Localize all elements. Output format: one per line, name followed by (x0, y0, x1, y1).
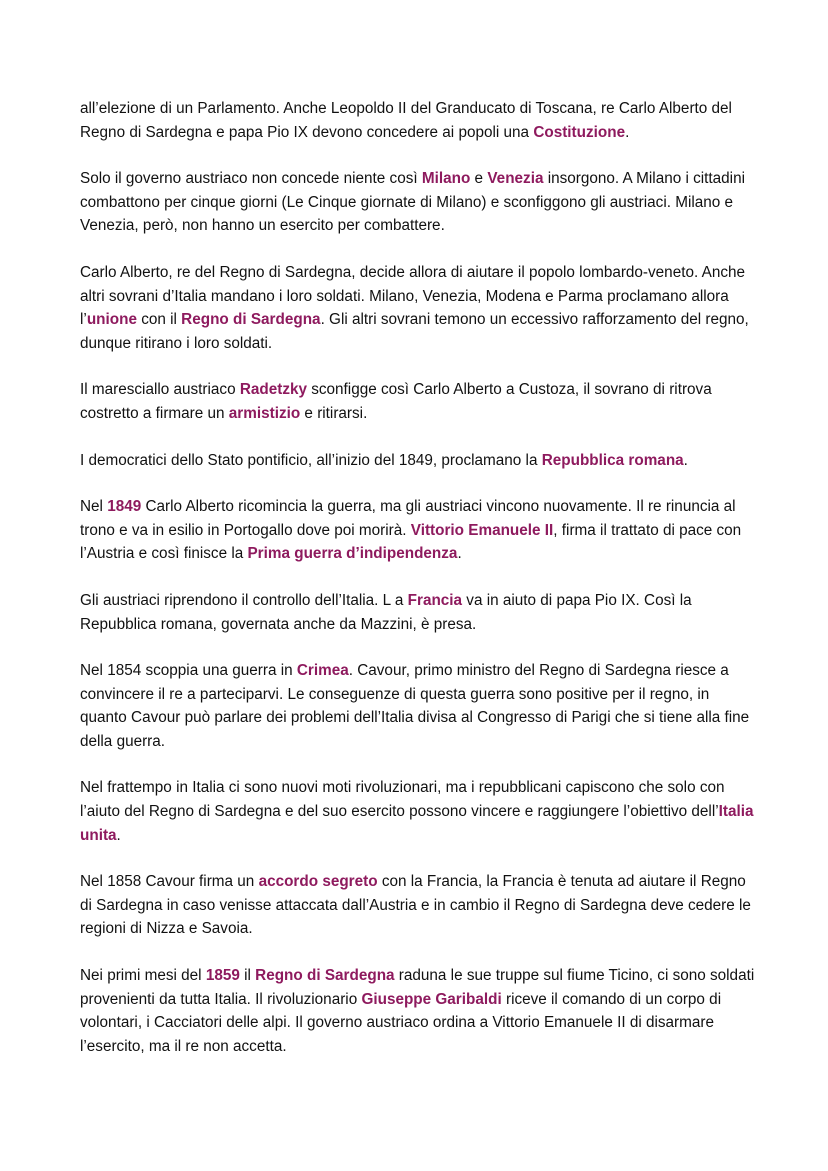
text-run: . (116, 826, 121, 844)
highlighted-term: Regno di Sardegna (181, 311, 321, 329)
highlighted-term: Costituzione (533, 123, 626, 141)
highlighted-term: Giuseppe Garibaldi (361, 990, 502, 1008)
text-run: . (457, 545, 462, 563)
highlighted-term: Prima guerra d’indipendenza (247, 545, 458, 563)
text-run: con il (136, 311, 182, 329)
highlighted-term: 1849 (107, 498, 142, 516)
text-run: Carlo Alberto, re del Regno di Sardegna, decide allora di aiutare il popolo lombardo-veneto. Anche altri sovrani d’Italia mandano i loro soldati. Milano, Venezia, Modena e Parma proclamano allora l’ (80, 263, 745, 329)
paragraph (80, 589, 758, 636)
text-run: , firma il trattato di pace con l’Austria e così finisce la (80, 521, 742, 563)
text-run: Nei primi mesi del (80, 967, 206, 985)
highlighted-term: armistizio (228, 404, 301, 422)
text-run: e ritirarsi. (300, 404, 368, 422)
text-run: Carlo Alberto ricomincia la guerra, ma gli austriaci vincono nuovamente. Il re rinuncia al trono e va in esilio in Portogallo dove poi morirà. (80, 498, 736, 539)
text-run: Gli austriaci riprendono il controllo dell’Italia. L a (80, 591, 408, 609)
highlighted-term: Crimea (296, 662, 349, 680)
paragraph (80, 659, 758, 753)
text-run: . Cavour, primo ministro del Regno di Sardegna riesce a convincere il re a parteciparvi. Le conseguenze di questa guerra sono positive per il regno, in quanto Cavour può parlare dei problemi dell’Italia divisa al Congresso di Parigi che si tiene alla fine della guerra. (80, 662, 750, 750)
text-run: . Gli altri sovrani temono un eccessivo rafforzamento del regno, dunque ritirano i loro soldati. (80, 311, 749, 352)
highlighted-term: 1859 (205, 967, 240, 985)
text-run: Nel 1858 Cavour firma un (80, 873, 259, 891)
highlighted-term: Vittorio Emanuele II (410, 521, 554, 539)
document-body (80, 97, 758, 1058)
paragraph (80, 261, 758, 355)
paragraph (80, 97, 758, 144)
text-run: il (239, 967, 256, 985)
text-run: raduna le sue truppe sul fiume Ticino, ci sono soldati provenienti da tutta Italia. Il rivoluzionario (80, 967, 755, 1008)
text-run: e (470, 170, 488, 188)
paragraph (80, 870, 758, 941)
highlighted-term: Italia unita (80, 803, 754, 844)
paragraph (80, 378, 758, 425)
paragraph (80, 495, 758, 566)
text-run: all’elezione di un Parlamento. Anche Leopoldo II del Granducato di Toscana, re Carlo Alberto del Regno di Sardegna e papa Pio IX devono concedere ai popoli una (80, 100, 732, 141)
paragraph (80, 964, 758, 1058)
highlighted-term: Regno di Sardegna (255, 967, 395, 985)
text-run: Solo il governo austriaco non concede niente così (80, 170, 422, 188)
highlighted-term: Repubblica romana (541, 451, 684, 469)
text-run: . (683, 451, 688, 469)
paragraph (80, 167, 758, 238)
highlighted-term: Radetzky (239, 381, 307, 399)
text-run: Il maresciallo austriaco (80, 381, 240, 399)
text-run: . (625, 123, 630, 141)
highlighted-term: Venezia (487, 170, 544, 188)
text-run: Nel frattempo in Italia ci sono nuovi moti rivoluzionari, ma i repubblicani capiscono che solo con l’aiuto del Regno di Sardegna e del suo esercito possono vincere e raggiungere l’obiettivo dell’ (80, 779, 725, 821)
highlighted-term: Milano (421, 170, 471, 188)
highlighted-term: unione (86, 311, 137, 329)
paragraph (80, 776, 758, 847)
text-run: I democratici dello Stato pontificio, all’inizio del 1849, proclamano la (80, 451, 542, 469)
text-run: con la Francia, la Francia è tenuta ad aiutare il Regno di Sardegna in caso venisse attaccata dall’Austria e in cambio il Regno di Sardegna deve cedere le regioni di Nizza e Savoia. (80, 873, 751, 938)
text-run: sconfigge così Carlo Alberto a Custoza, il sovrano di ritrova costretto a firmare un (80, 381, 712, 422)
text-run: va in aiuto di papa Pio IX. Così la Repubblica romana, governata anche da Mazzini, è presa. (80, 591, 692, 633)
text-run: Nel (80, 498, 108, 516)
text-run: riceve il comando di un corpo di volontari, i Cacciatori delle alpi. Il governo austriaco ordina a Vittorio Emanuele II di disarmare l’esercito, ma il re non accetta. (80, 990, 722, 1055)
highlighted-term: accordo segreto (258, 873, 378, 891)
highlighted-term: Francia (407, 591, 463, 609)
paragraph (80, 449, 758, 473)
text-run: insorgono. A Milano i cittadini combattono per cinque giorni (Le Cinque giornate di Milano) e sconfiggono gli austriaci. Milano e Venezia, però, non hanno un esercito per combattere. (80, 170, 745, 235)
text-run: Nel 1854 scoppia una guerra in (80, 662, 297, 680)
